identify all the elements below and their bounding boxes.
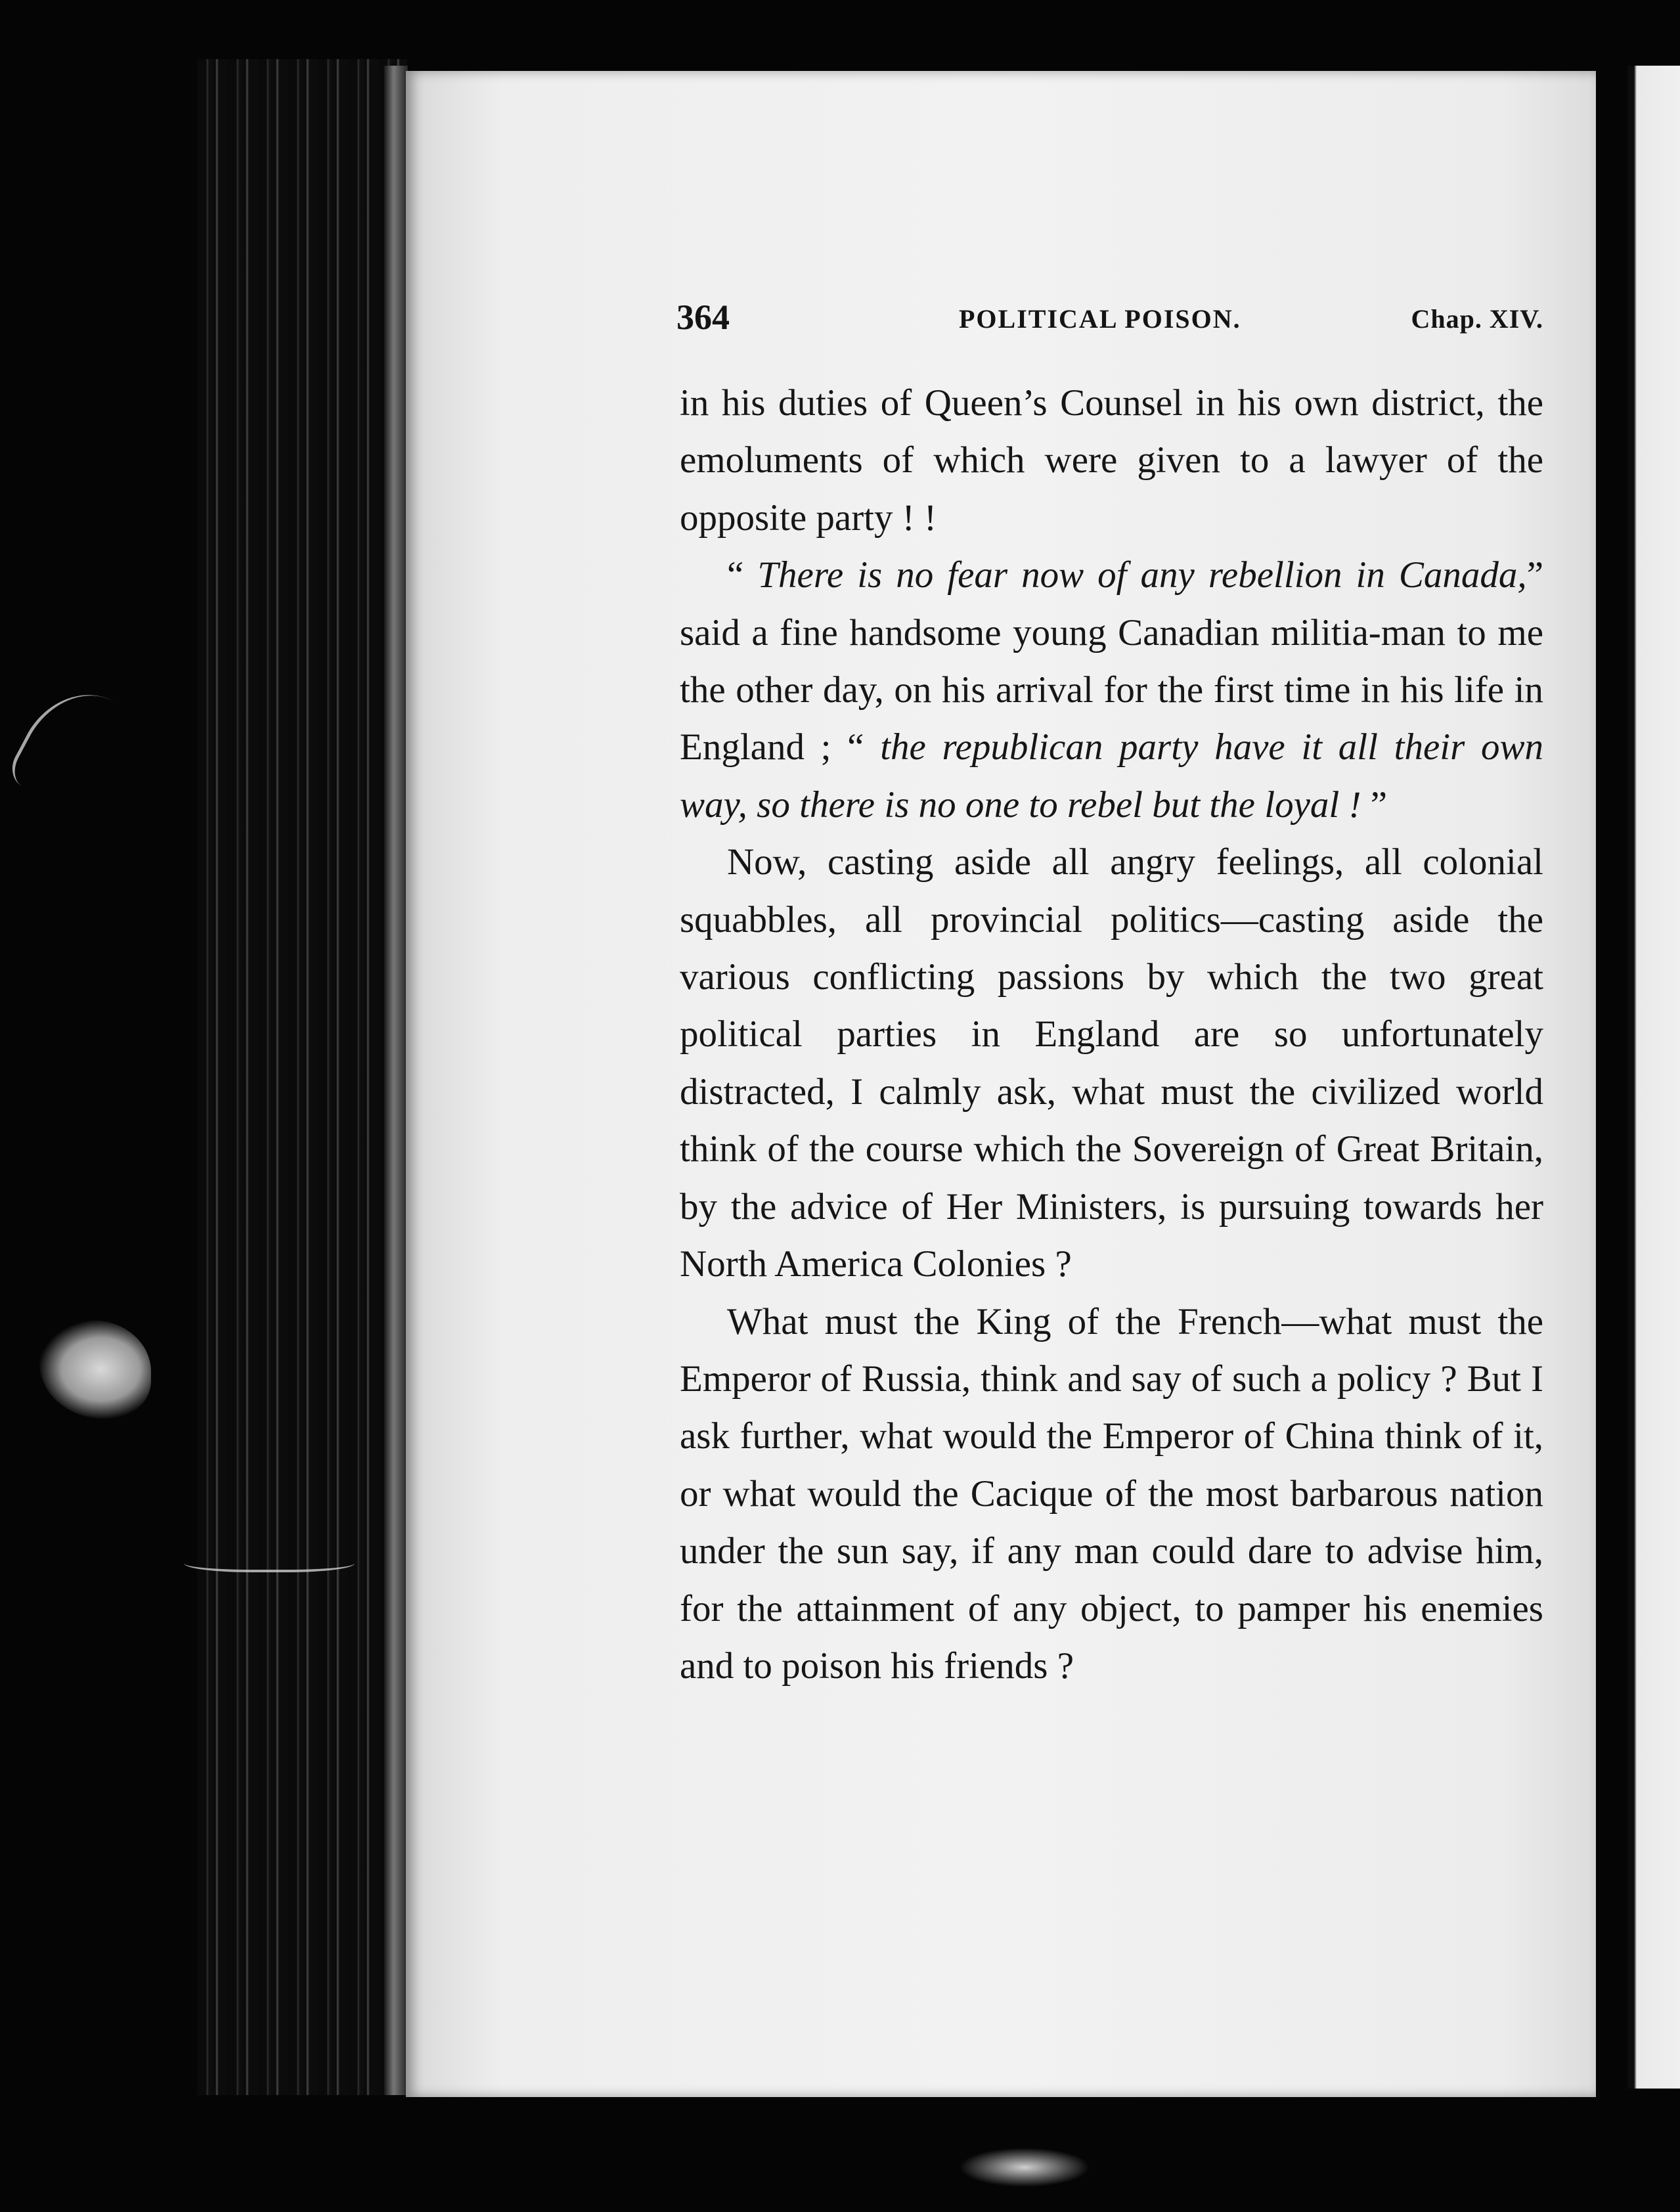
scan-smudge — [959, 2148, 1090, 2187]
paragraph-3: Now, casting aside all angry feelings, all colonial squabbles, all provincial politics—casting aside the various conflicting passions by which the two great political parties in England are so unfortunately distracted, I calmly ask, what must the civilized world think of the course which the Sovereign of Great Britain, by the advice of Her Ministers, is pursuing towards her North America Colonies ? — [680, 841, 1543, 1285]
paragraph-1: in his duties of Queen’s Counsel in his own district, the emoluments of which were given to a lawyer of the opposite party ! ! — [680, 382, 1543, 539]
quote-open: “ — [727, 554, 758, 596]
quote-roman: ” said a fine handsome young Canadian militia-man to me the other day, on his arrival for the first time in his life in England ; “ — [680, 554, 1543, 768]
quote-close: ” — [1361, 784, 1388, 826]
facing-page-edge — [1627, 66, 1680, 2089]
chapter-label: Chap. XIV. — [1411, 304, 1543, 334]
page-stack-edge — [384, 66, 408, 2095]
paragraph-4: What must the King of the French—what must the Emperor of Russia, think and say of such a policy ? But I ask further, what would the Emperor of China think of it, or what would the Cacique of the most barbarous nation under the sun say, if any man could dare to advise him, for the attainment of any object, to pamper his enemies and to poison his friends ? — [680, 1300, 1543, 1687]
quote-italic-2: the republican party have it all their own way, so there is no one to rebel but the loyal ! — [680, 726, 1543, 826]
thread-artifact-lower — [184, 1550, 355, 1572]
book-spine — [197, 59, 407, 2095]
running-header — [676, 297, 1543, 343]
body-text — [680, 374, 1543, 1694]
page-number: 364 — [676, 298, 730, 337]
paragraph-2 — [680, 546, 1543, 833]
quote-italic-1: There is no fear now of any rebellion in Canada, — [757, 554, 1527, 596]
running-title: POLITICAL POISON. — [959, 304, 1241, 334]
